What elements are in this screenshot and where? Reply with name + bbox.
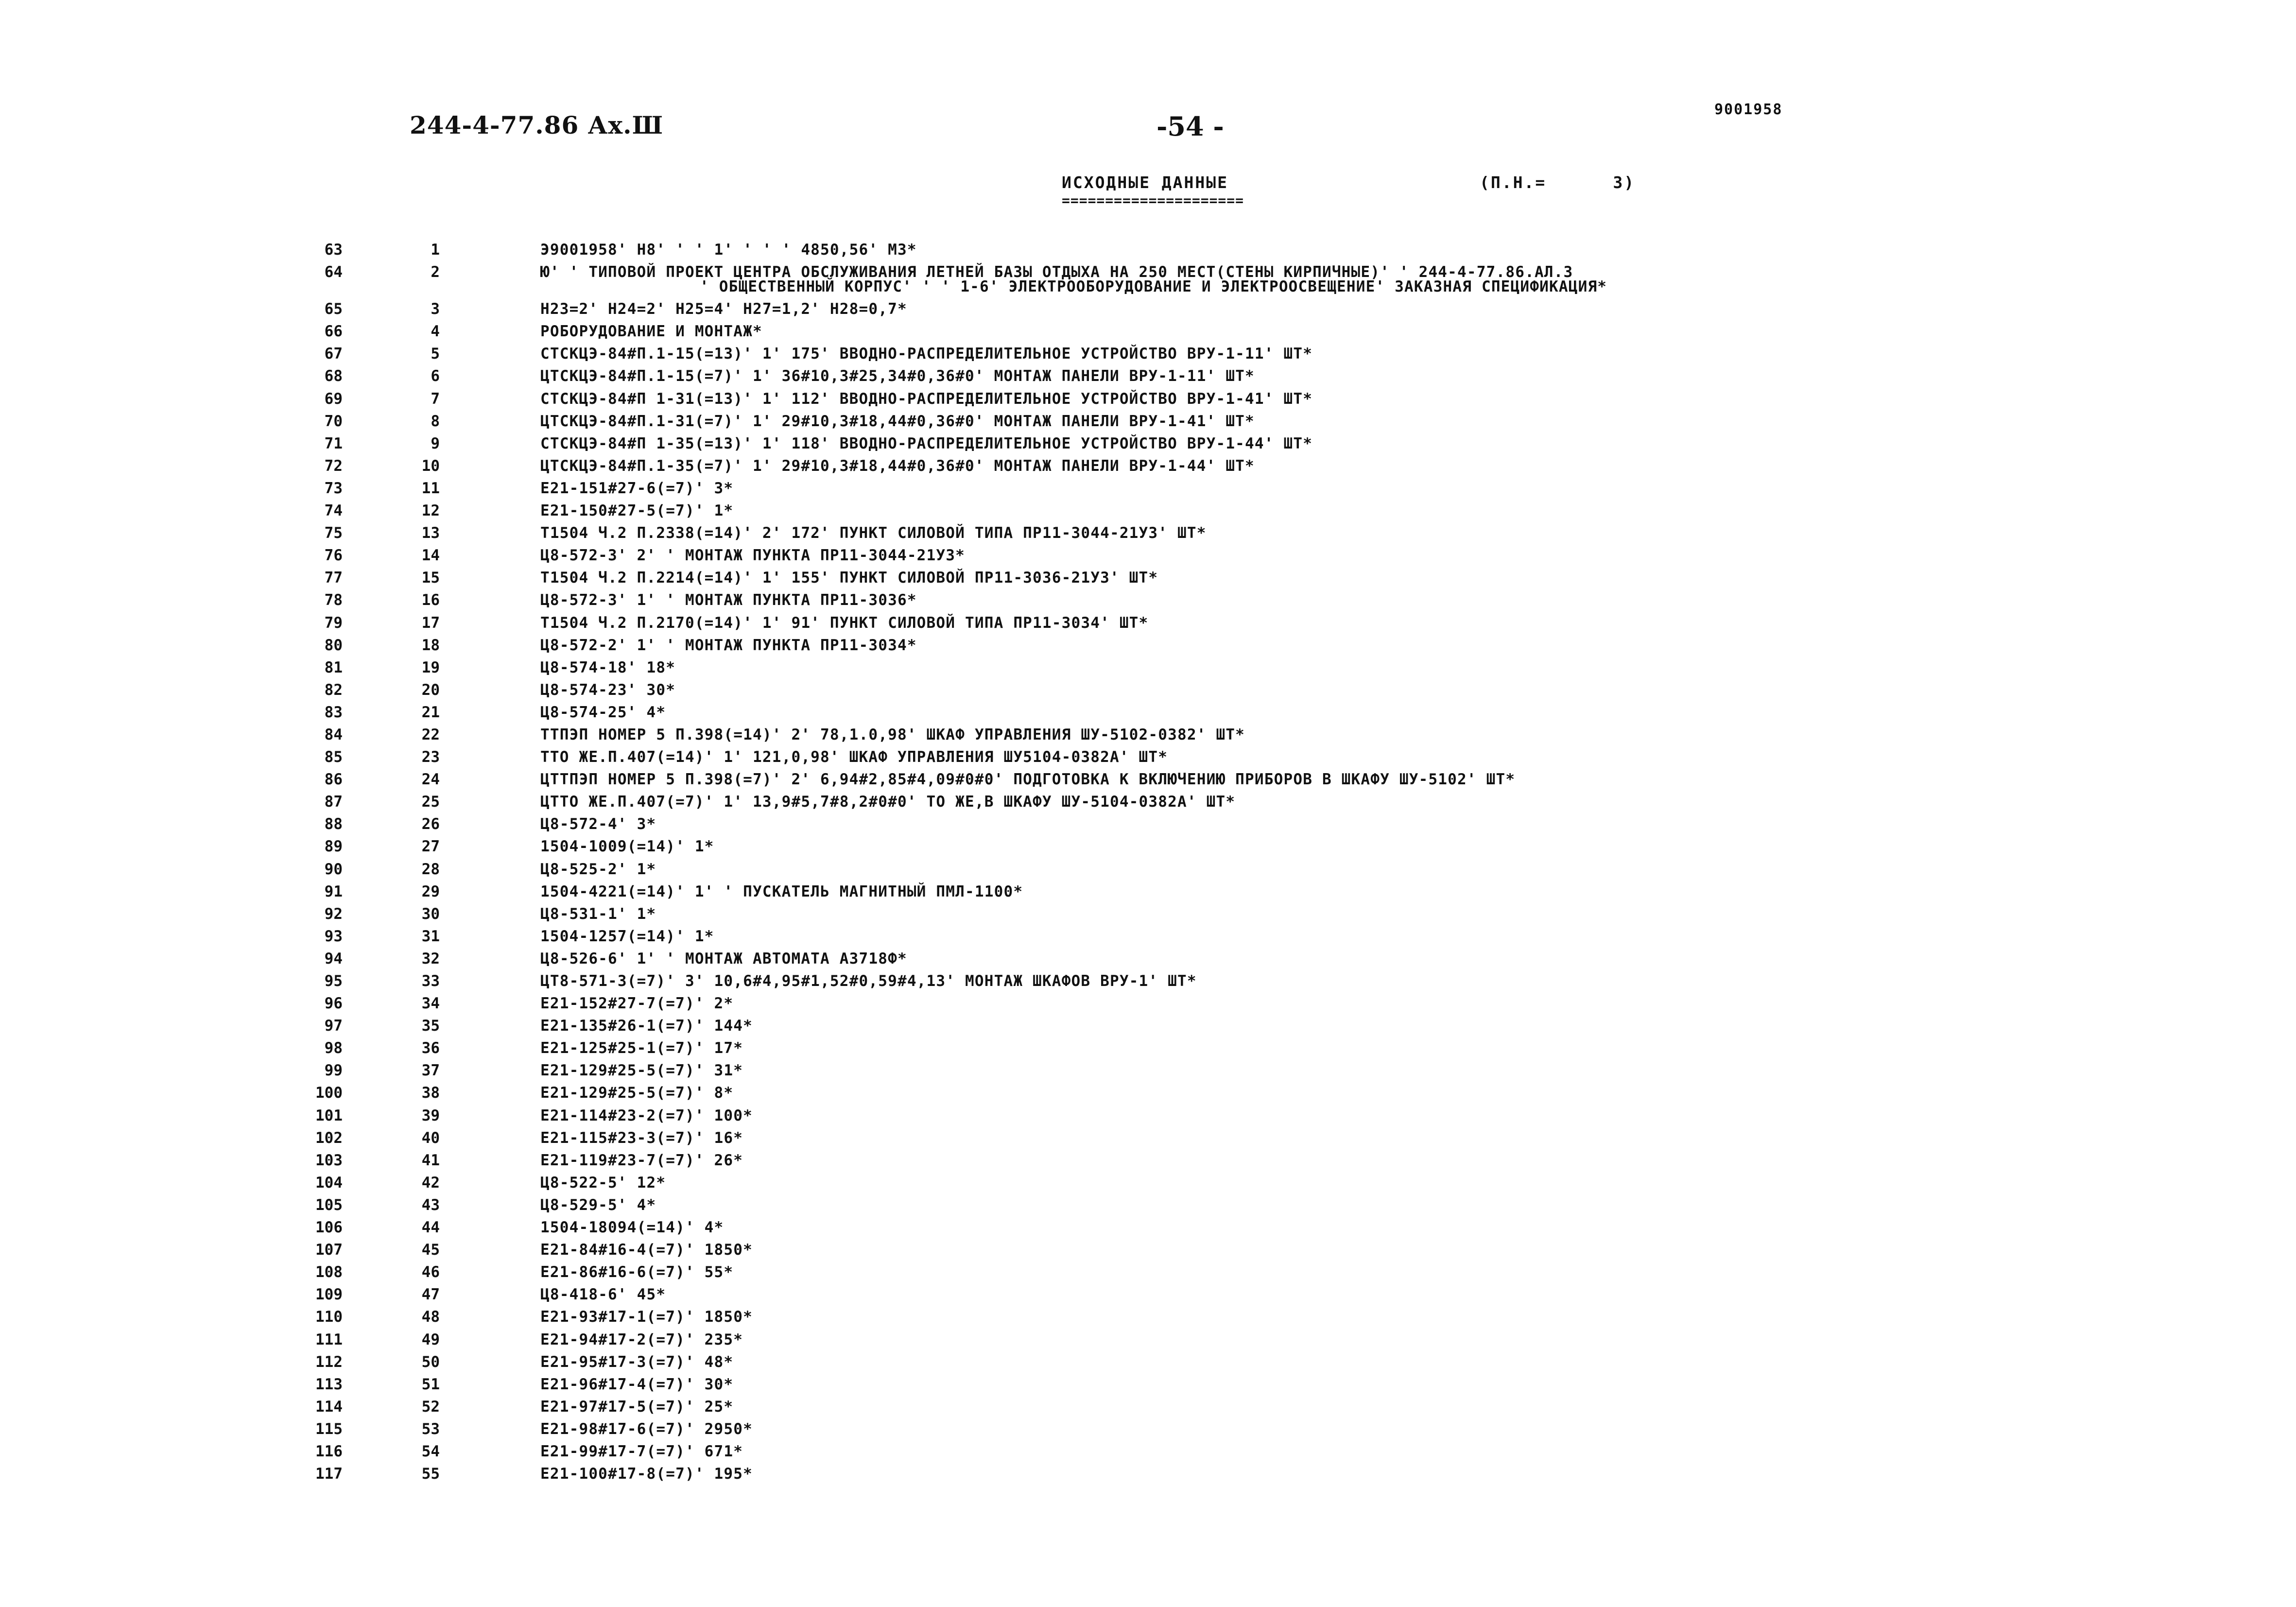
row-line-number: 69: [324, 390, 343, 408]
row-text: Е21-119#23-7(=7)' 26*: [540, 1151, 743, 1169]
listing-row: [0, 927, 2296, 949]
row-item-index: 35: [421, 1017, 440, 1035]
listing-row: [0, 568, 2296, 590]
listing-row: [0, 636, 2296, 658]
row-item-index: 27: [421, 838, 440, 856]
row-item-index: 1: [431, 241, 440, 259]
row-line-number: 66: [324, 323, 343, 341]
row-text: Ц8-574-18' 18*: [540, 658, 676, 676]
row-text: Е21-114#23-2(=7)' 100*: [540, 1106, 753, 1124]
listing-row: [0, 1375, 2296, 1397]
row-text: Е21-96#17-4(=7)' 30*: [540, 1375, 734, 1393]
row-item-index: 32: [421, 950, 440, 968]
row-item-index: 40: [421, 1129, 440, 1147]
row-text: Ц8-572-4' 3*: [540, 815, 656, 833]
row-text: Ц8-418-6' 45*: [540, 1286, 666, 1304]
row-line-number: 70: [324, 412, 343, 430]
row-text: Ц8-574-25' 4*: [540, 703, 666, 721]
row-line-number: 87: [324, 793, 343, 811]
row-item-index: 33: [421, 972, 440, 990]
row-item-index: 4: [431, 323, 440, 341]
row-item-index: 15: [421, 569, 440, 587]
row-line-number: 110: [315, 1308, 343, 1326]
row-item-index: 39: [421, 1106, 440, 1124]
row-item-index: 29: [421, 882, 440, 900]
row-text: 1504-4221(=14)' 1' ' ПУСКАТЕЛЬ МАГНИТНЫЙ ПМЛ-1100*: [540, 882, 1023, 900]
row-text: Ц8-574-23' 30*: [540, 681, 676, 699]
row-item-index: 6: [431, 367, 440, 385]
listing-row: [0, 1016, 2296, 1038]
row-text: Ц8-529-5' 4*: [540, 1196, 656, 1214]
listing-row: [0, 299, 2296, 322]
row-item-index: 34: [421, 995, 440, 1013]
listing-row: [0, 389, 2296, 412]
row-item-index: 30: [421, 905, 440, 923]
row-item-index: 43: [421, 1196, 440, 1214]
row-line-number: 91: [324, 882, 343, 900]
row-text: ЦТСКЦЭ-84#П.1-35(=7)' 1' 29#10,3#18,44#0,36#0' МОНТАЖ ПАНЕЛИ ВРУ-1-44' ШТ*: [540, 457, 1255, 475]
row-line-number: 68: [324, 367, 343, 385]
row-line-number: 104: [315, 1174, 343, 1192]
row-text: ' ОБЩЕСТВЕННЫЙ КОРПУС' ' ' 1-6' ЭЛЕКТРООБОРУДОВАНИЕ И ЭЛЕКТРООСВЕЩЕНИЕ' ЗАКАЗНАЯ СПЕЦИФИКАЦИЯ*: [700, 278, 1607, 296]
row-line-number: 107: [315, 1241, 343, 1259]
listing-row: [0, 1083, 2296, 1106]
row-text: Т1504 Ч.2 П.2214(=14)' 1' 155' ПУНКТ СИЛОВОЙ ПР11-3036-21У3' ШТ*: [540, 569, 1158, 587]
listing-row: [0, 1240, 2296, 1262]
row-text: Ц8-572-3' 2' ' МОНТАЖ ПУНКТА ПР11-3044-21У3*: [540, 547, 965, 565]
listing-row: [0, 412, 2296, 434]
row-text: 1504-1257(=14)' 1*: [540, 927, 714, 945]
data-listing: [0, 240, 2296, 1486]
row-text: Е21-98#17-6(=7)' 2950*: [540, 1420, 753, 1438]
listing-row: [0, 1352, 2296, 1375]
row-item-index: 9: [431, 434, 440, 452]
row-text: Е21-97#17-5(=7)' 25*: [540, 1398, 734, 1416]
row-text: Е21-84#16-4(=7)' 1850*: [540, 1241, 753, 1259]
row-text: Н23=2' Н24=2' Н25=4' Н27=1,2' Н28=0,7*: [540, 300, 907, 318]
row-item-index: 25: [421, 793, 440, 811]
row-line-number: 73: [324, 479, 343, 497]
listing-row: [0, 770, 2296, 792]
listing-row: [0, 658, 2296, 680]
row-line-number: 74: [324, 502, 343, 520]
row-line-number: 75: [324, 524, 343, 542]
heading-meta: (П.Н.= 3): [1480, 173, 1636, 192]
row-item-index: 17: [421, 614, 440, 632]
row-line-number: 108: [315, 1263, 343, 1281]
heading-underline: =====================: [1062, 192, 1244, 208]
listing-row: [0, 501, 2296, 523]
listing-row: [0, 1307, 2296, 1330]
stamp-number: 9001958: [1714, 101, 1783, 118]
listing-row: [0, 814, 2296, 837]
listing-row: [0, 1061, 2296, 1083]
row-line-number: 114: [315, 1398, 343, 1416]
row-text: Ц8-531-1' 1*: [540, 905, 656, 923]
row-line-number: 103: [315, 1151, 343, 1169]
listing-row: [0, 904, 2296, 927]
row-item-index: 51: [421, 1375, 440, 1393]
row-text: ЦТТПЭП НОМЕР 5 П.398(=7)' 2' 6,94#2,85#4,09#0#0' ПОДГОТОВКА К ВКЛЮЧЕНИЮ ПРИБОРОВ В ШКАФУ ШУ-5102' ШТ*: [540, 771, 1516, 789]
row-item-index: 52: [421, 1398, 440, 1416]
listing-row: [0, 837, 2296, 859]
row-line-number: 88: [324, 815, 343, 833]
listing-row: [0, 1128, 2296, 1151]
row-item-index: 26: [421, 815, 440, 833]
listing-row: [0, 1151, 2296, 1173]
row-line-number: 64: [324, 263, 343, 281]
listing-row-continuation: [0, 278, 2296, 299]
row-item-index: 7: [431, 390, 440, 408]
row-line-number: 101: [315, 1106, 343, 1124]
row-line-number: 105: [315, 1196, 343, 1214]
row-item-index: 45: [421, 1241, 440, 1259]
row-item-index: 28: [421, 860, 440, 878]
row-item-index: 12: [421, 502, 440, 520]
row-item-index: 18: [421, 636, 440, 654]
row-text: Ц8-572-3' 1' ' МОНТАЖ ПУНКТА ПР11-3036*: [540, 591, 917, 609]
row-text: ЦТТО ЖЕ.П.407(=7)' 1' 13,9#5,7#8,2#0#0' ТО ЖЕ,В ШКАФУ ШУ-5104-0382А' ШТ*: [540, 793, 1236, 811]
listing-row: [0, 1330, 2296, 1352]
row-line-number: 90: [324, 860, 343, 878]
row-text: Е21-135#26-1(=7)' 144*: [540, 1017, 753, 1035]
row-text: СТСКЦЭ-84#П 1-31(=13)' 1' 112' ВВОДНО-РАСПРЕДЕЛИТЕЛЬНОЕ УСТРОЙСТВО ВРУ-1-41' ШТ*: [540, 390, 1313, 408]
row-item-index: 48: [421, 1308, 440, 1326]
listing-row: [0, 546, 2296, 568]
listing-row: [0, 792, 2296, 814]
row-line-number: 89: [324, 838, 343, 856]
row-text: Ц8-526-6' 1' ' МОНТАЖ АВТОМАТА А3718Ф*: [540, 950, 907, 968]
row-line-number: 67: [324, 345, 343, 363]
row-line-number: 102: [315, 1129, 343, 1147]
row-line-number: 94: [324, 950, 343, 968]
row-text: Е21-100#17-8(=7)' 195*: [540, 1465, 753, 1483]
listing-row: [0, 344, 2296, 366]
row-item-index: 31: [421, 927, 440, 945]
row-text: Е21-99#17-7(=7)' 671*: [540, 1442, 743, 1460]
row-text: ЦТСКЦЭ-84#П.1-15(=7)' 1' 36#10,3#25,34#0,36#0' МОНТАЖ ПАНЕЛИ ВРУ-1-11' ШТ*: [540, 367, 1255, 385]
listing-row: [0, 971, 2296, 994]
row-item-index: 53: [421, 1420, 440, 1438]
row-item-index: 16: [421, 591, 440, 609]
row-item-index: 8: [431, 412, 440, 430]
row-line-number: 98: [324, 1039, 343, 1057]
row-text: Ц8-572-2' 1' ' МОНТАЖ ПУНКТА ПР11-3034*: [540, 636, 917, 654]
row-text: Е21-150#27-5(=7)' 1*: [540, 502, 734, 520]
row-line-number: 72: [324, 457, 343, 475]
row-line-number: 82: [324, 681, 343, 699]
row-line-number: 100: [315, 1084, 343, 1102]
listing-row: [0, 994, 2296, 1016]
row-text: СТСКЦЭ-84#П.1-15(=13)' 1' 175' ВВОДНО-РАСПРЕДЕЛИТЕЛЬНОЕ УСТРОЙСТВО ВРУ-1-11' ШТ*: [540, 345, 1313, 363]
listing-row: [0, 1218, 2296, 1240]
listing-row: [0, 590, 2296, 613]
row-text: 1504-1009(=14)' 1*: [540, 838, 714, 856]
listing-row: [0, 366, 2296, 389]
row-text: СТСКЦЭ-84#П 1-35(=13)' 1' 118' ВВОДНО-РАСПРЕДЕЛИТЕЛЬНОЕ УСТРОЙСТВО ВРУ-1-44' ШТ*: [540, 434, 1313, 452]
row-line-number: 117: [315, 1465, 343, 1483]
listing-row: [0, 1285, 2296, 1307]
row-line-number: 92: [324, 905, 343, 923]
row-item-index: 36: [421, 1039, 440, 1057]
row-line-number: 65: [324, 300, 343, 318]
row-line-number: 71: [324, 434, 343, 452]
row-text: ЦТСКЦЭ-84#П.1-31(=7)' 1' 29#10,3#18,44#0,36#0' МОНТАЖ ПАНЕЛИ ВРУ-1-41' ШТ*: [540, 412, 1255, 430]
listing-row: [0, 747, 2296, 770]
row-line-number: 97: [324, 1017, 343, 1035]
row-text: Е21-94#17-2(=7)' 235*: [540, 1331, 743, 1348]
listing-row: [0, 322, 2296, 344]
row-line-number: 81: [324, 658, 343, 676]
row-item-index: 44: [421, 1219, 440, 1237]
row-item-index: 23: [421, 748, 440, 766]
listing-row: [0, 1173, 2296, 1195]
section-heading: ИСХОДНЫЕ ДАННЫЕ: [1062, 173, 1229, 192]
listing-row: [0, 479, 2296, 501]
row-line-number: 99: [324, 1062, 343, 1080]
listing-row: [0, 882, 2296, 904]
row-item-index: 47: [421, 1286, 440, 1304]
row-text: Ц8-525-2' 1*: [540, 860, 656, 878]
row-item-index: 41: [421, 1151, 440, 1169]
listing-row: [0, 1262, 2296, 1285]
row-line-number: 76: [324, 547, 343, 565]
row-text: Е21-152#27-7(=7)' 2*: [540, 995, 734, 1013]
row-item-index: 46: [421, 1263, 440, 1281]
row-item-index: 10: [421, 457, 440, 475]
row-line-number: 84: [324, 726, 343, 743]
page-number: -54 -: [1157, 111, 1224, 142]
listing-row: [0, 240, 2296, 262]
row-item-index: 22: [421, 726, 440, 743]
listing-row: [0, 434, 2296, 456]
row-item-index: 50: [421, 1353, 440, 1371]
row-line-number: 95: [324, 972, 343, 990]
row-line-number: 111: [315, 1331, 343, 1348]
row-text: Ю' ' ТИПОВОЙ ПРОЕКТ ЦЕНТРА ОБСЛУЖИВАНИЯ ЛЕТНЕЙ БАЗЫ ОТДЫХА НА 250 МЕСТ(СТЕНЫ КИРПИЧНЫЕ)' ' 244-4-77.86.АЛ.3: [540, 263, 1573, 281]
row-line-number: 116: [315, 1442, 343, 1460]
row-item-index: 19: [421, 658, 440, 676]
row-item-index: 55: [421, 1465, 440, 1483]
row-item-index: 13: [421, 524, 440, 542]
row-line-number: 115: [315, 1420, 343, 1438]
listing-row: [0, 1419, 2296, 1442]
listing-row: [0, 1464, 2296, 1486]
row-line-number: 109: [315, 1286, 343, 1304]
row-line-number: 85: [324, 748, 343, 766]
document-code: 244-4-77.86 Ах.Ш: [410, 111, 663, 139]
listing-row: [0, 949, 2296, 971]
listing-row: [0, 725, 2296, 747]
listing-row: [0, 1038, 2296, 1061]
row-line-number: 96: [324, 995, 343, 1013]
row-item-index: 3: [431, 300, 440, 318]
row-text: Е21-93#17-1(=7)' 1850*: [540, 1308, 753, 1326]
row-item-index: 11: [421, 479, 440, 497]
row-line-number: 83: [324, 703, 343, 721]
row-text: Е21-95#17-3(=7)' 48*: [540, 1353, 734, 1371]
listing-row: [0, 1106, 2296, 1128]
row-text: Э9001958' Н8' ' ' 1' ' ' ' 4850,56' М3*: [540, 241, 917, 259]
row-text: Е21-115#23-3(=7)' 16*: [540, 1129, 743, 1147]
listing-row: [0, 680, 2296, 703]
row-text: Т1504 Ч.2 П.2338(=14)' 2' 172' ПУНКТ СИЛОВОЙ ТИПА ПР11-3044-21У3' ШТ*: [540, 524, 1207, 542]
row-text: Ц8-522-5' 12*: [540, 1174, 666, 1192]
row-text: РОБОРУДОВАНИЕ И МОНТАЖ*: [540, 323, 762, 341]
row-item-index: 14: [421, 547, 440, 565]
row-line-number: 63: [324, 241, 343, 259]
listing-row: [0, 1397, 2296, 1419]
row-text: ЦТ8-571-3(=7)' 3' 10,6#4,95#1,52#0,59#4,13' МОНТАЖ ШКАФОВ ВРУ-1' ШТ*: [540, 972, 1197, 990]
row-item-index: 5: [431, 345, 440, 363]
row-text: Е21-125#25-1(=7)' 17*: [540, 1039, 743, 1057]
row-text: Т1504 Ч.2 П.2170(=14)' 1' 91' ПУНКТ СИЛОВОЙ ТИПА ПР11-3034' ШТ*: [540, 614, 1149, 632]
listing-row: [0, 1195, 2296, 1218]
row-line-number: 79: [324, 614, 343, 632]
row-item-index: 21: [421, 703, 440, 721]
row-line-number: 86: [324, 771, 343, 789]
row-text: ТТО ЖЕ.П.407(=14)' 1' 121,0,98' ШКАФ УПРАВЛЕНИЯ ШУ5104-0382А' ШТ*: [540, 748, 1168, 766]
listing-row: [0, 703, 2296, 725]
row-item-index: 49: [421, 1331, 440, 1348]
row-line-number: 113: [315, 1375, 343, 1393]
row-line-number: 93: [324, 927, 343, 945]
row-item-index: 24: [421, 771, 440, 789]
row-item-index: 37: [421, 1062, 440, 1080]
row-line-number: 80: [324, 636, 343, 654]
row-line-number: 112: [315, 1353, 343, 1371]
row-item-index: 38: [421, 1084, 440, 1102]
row-line-number: 78: [324, 591, 343, 609]
row-line-number: 106: [315, 1219, 343, 1237]
row-line-number: 77: [324, 569, 343, 587]
listing-row: [0, 613, 2296, 636]
row-text: Е21-129#25-5(=7)' 31*: [540, 1062, 743, 1080]
row-text: 1504-18094(=14)' 4*: [540, 1219, 724, 1237]
row-text: Е21-151#27-6(=7)' 3*: [540, 479, 734, 497]
row-text: Е21-129#25-5(=7)' 8*: [540, 1084, 734, 1102]
row-item-index: 42: [421, 1174, 440, 1192]
row-text: ТТПЭП НОМЕР 5 П.398(=14)' 2' 78,1.0,98' ШКАФ УПРАВЛЕНИЯ ШУ-5102-0382' ШТ*: [540, 726, 1245, 743]
row-item-index: 20: [421, 681, 440, 699]
row-item-index: 54: [421, 1442, 440, 1460]
row-text: Е21-86#16-6(=7)' 55*: [540, 1263, 734, 1281]
listing-row: [0, 456, 2296, 479]
listing-row: [0, 1442, 2296, 1464]
row-item-index: 2: [431, 263, 440, 281]
listing-row: [0, 860, 2296, 882]
listing-row: [0, 523, 2296, 546]
